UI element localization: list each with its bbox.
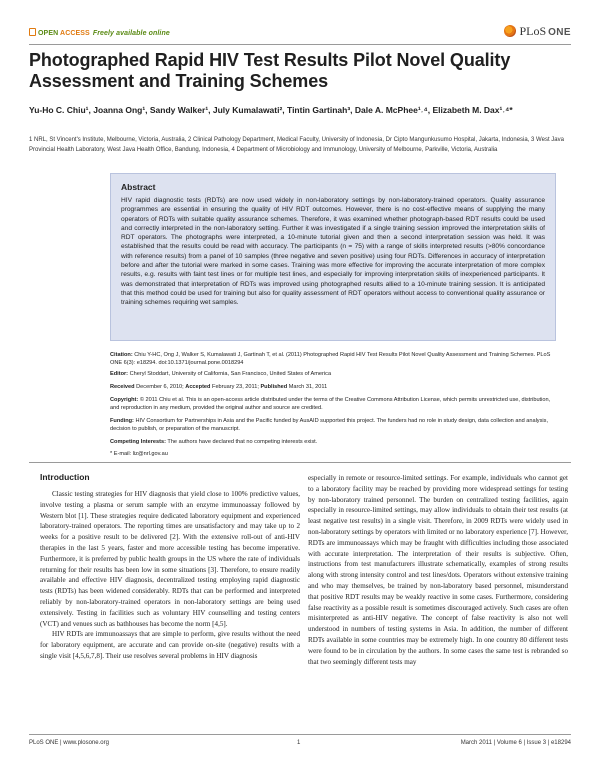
abstract-box xyxy=(110,173,556,341)
paragraph: HIV RDTs are immunoassays that are simple to perform, give results without the need for laboratory equipment, are accurate and can provide on-site (negative) results with a single visit [4,5,6,7,8]. Their use resolves several problems in HIV diagnosis xyxy=(40,630,300,660)
affiliations: 1 NRL, St Vincent's Institute, Melbourne, Victoria, Australia, 2 Clinical Pathology Department, Medical Faculty, University of Indonesia, Dr Cipto Mangunkusumo Hospital, Jakarta, Indonesia, 3 West Java Provincial Health Laboratory, West Java Health Office, Bandung, Indonesia, 4 Department of Microbiology and Immunology, University of Melbourne, Parkville, Victoria, Australia xyxy=(29,137,564,153)
plos-swirl-icon xyxy=(504,25,516,37)
logo-suffix: ONE xyxy=(548,27,571,38)
abstract-heading: Abstract xyxy=(121,182,156,192)
introduction-heading: Introduction xyxy=(40,472,90,482)
editor: Editor: Cheryl Stoddart, University of California, San Francisco, United States of America xyxy=(110,371,332,377)
footer-journal: PLoS ONE | www.plosone.org xyxy=(29,740,109,746)
paragraph: especially in remote or resource-limited settings. For example, individuals who cannot get to a laboratory facility may be reached by providing more widespread settings for testing by non-laboratory trained personnel. The burden on centralized testing facilities, again especially in resource-limited settings, may allow individuals to obtain their test results (at least negative test results) in a single visit. Therefore, in 2009 RDTs were widely used in non-laboratory settings by operators with limited or no laboratory experience [7]. However, RDTs are immunoassays which may be fraught with difficulties including those associated with accurate interpretation. The interpretation of their results is subjective. Often, instructions from test manufacturers illustrate schematically, examples of strong results along with strong intensity control and test lines/dots. Operators without extensive training and who may themselves, be trained by non-laboratory based personnel, misunderstand that positive RDT results may be weakly reactive in some cases. Furthermore, considering false reactivity as a possible result is sometimes discouraged actively. Such cases are often misinterpreted as anti-HIV negative. The concept of false reactivity is also not well understood in numbers of testing systems in Asia. In addition, the number of different RDTs available in some countries may be extremely high. In one country 80 different tests were found to be in circulation by the authors. In some cases the same test is rebranded so that two seemingly different tests may xyxy=(308,474,568,666)
page-number: 1 xyxy=(297,740,301,746)
paragraph: Classic testing strategies for HIV diagnosis that yield close to 100% predictive values, involve testing a plasma or serum sample with an enzyme immunoassay followed by Western blot [1]. These strategies require dedicated laboratory equipment and experienced laboratory-trained operators. The reporting times are unsatisfactory and may take up to 2 weeks for a positive result to be delivered [2]. With the extensive roll-out of anti-HIV therapies in the last 5 years, faster and more accessible testing has become imperative. Furthermore, it is preferred by public health groups in the US where the rate of individuals returning for their results has been low in some situations [3]. Therefore, to ensure readily available and effective HIV diagnosis, decentralized testing employing rapid diagnostic tests (RDTs) has been widened considerably. RDTs that can be performed and interpreted reliably by non-laboratory-trained operators in non-laboratory settings are being used extensively. Testing in facilities such as voluntary HIV counselling and testing centers (VCT) and venues such as bathhouses has become the norm [4,5]. xyxy=(40,490,300,628)
footer-rule xyxy=(29,734,571,735)
copyright: Copyright: © 2011 Chiu et al. This is an open-access article distributed under the terms of the Creative Commons Attribution License, which permits unrestricted use, distribution, and reproduction in any medium, provided the original author and source are credited. xyxy=(110,397,551,412)
open-label: OPEN xyxy=(38,30,59,37)
open-lock-icon xyxy=(29,28,36,36)
left-column xyxy=(40,489,300,662)
logo-text: PLoS xyxy=(519,24,547,38)
journal-header xyxy=(29,22,571,42)
competing-interests: Competing Interests: The authors have declared that no competing interests exist. xyxy=(110,439,318,445)
section-rule xyxy=(29,462,571,463)
footer-issue: March 2011 | Volume 6 | Issue 3 | e18294 xyxy=(460,740,571,746)
journal-logo xyxy=(504,24,571,39)
right-column xyxy=(308,473,568,667)
email: * E-mail: liz@nrl.gov.au xyxy=(110,451,168,457)
open-access-badge xyxy=(29,28,170,37)
funding: Funding: HIV Consortium for Partnerships in Asia and the Pacific funded by AusAID supported this project. The funders had no role in study design, data collection and analysis, decision to publish, or preparation of the manuscript. xyxy=(110,418,548,433)
freely-available-label: Freely available online xyxy=(92,30,170,37)
access-label: ACCESS xyxy=(60,30,90,37)
author-list: Yu-Ho C. Chiu¹, Joanna Ong¹, Sandy Walker¹, July Kumalawati², Tintin Gartinah³, Dale A. McPhee¹˒⁴, Elizabeth M. Dax¹˒⁴* xyxy=(29,105,513,115)
citation: Citation: Chiu Y-HC, Ong J, Walker S, Kumalawati J, Gartinah T, et al. (2011) Photographed Rapid HIV Test Results Pilot Novel Quality Assessment and Training Schemes. PLoS ONE 6(3): e18294. doi:10.1371/journal.pone.0018294 xyxy=(110,352,551,367)
header-rule xyxy=(29,44,571,45)
abstract-text: HIV rapid diagnostic tests (RDTs) are now used widely in non-laboratory settings by non-laboratory-trained operators. Quality assurance programmes are essential in ensuring the quality of HIV RDT outcomes. However, there is no cost-effective means of supplying the many operators of RDTs with suitable quality assurance schemes. Therefore, it was examined whether photograph-based RDT results could be used and correctly interpreted in the non-laboratory setting. Further it was investigated if a single training session improved the interpretation skills of RDT operators. The photographs were interpreted, a 10-minute tutorial given and then a second interpretation session was held. It was established that the results could be read with accuracy. The participants (n = 75) with a range of skills interpreted results (>80% concordance with reference results) from a panel of 10 samples (three negative and seven positive) using four RDTs. Differences in accuracy of interpretation before and after the tutorial were marked in some cases. Training was more effective for improving the accurate interpretation of more complex results, e.g. results with faint test lines or for multiple test lines, and especially for improving interpretation skills of inexperienced participants. It was demonstrated that interpretation of RDTs was improved using photographed results allied to a 10-minute training session. It is anticipated that this method could be used for training but also for quality assessment of RDT operators without access to conventional quality assurance or training schemes requiring wet samples. xyxy=(121,197,545,307)
article-title: Photographed Rapid HIV Test Results Pilot Novel Quality Assessment and Training Schemes xyxy=(29,50,511,91)
dates: Received December 6, 2010; Accepted February 23, 2011; Published March 31, 2011 xyxy=(110,384,328,390)
